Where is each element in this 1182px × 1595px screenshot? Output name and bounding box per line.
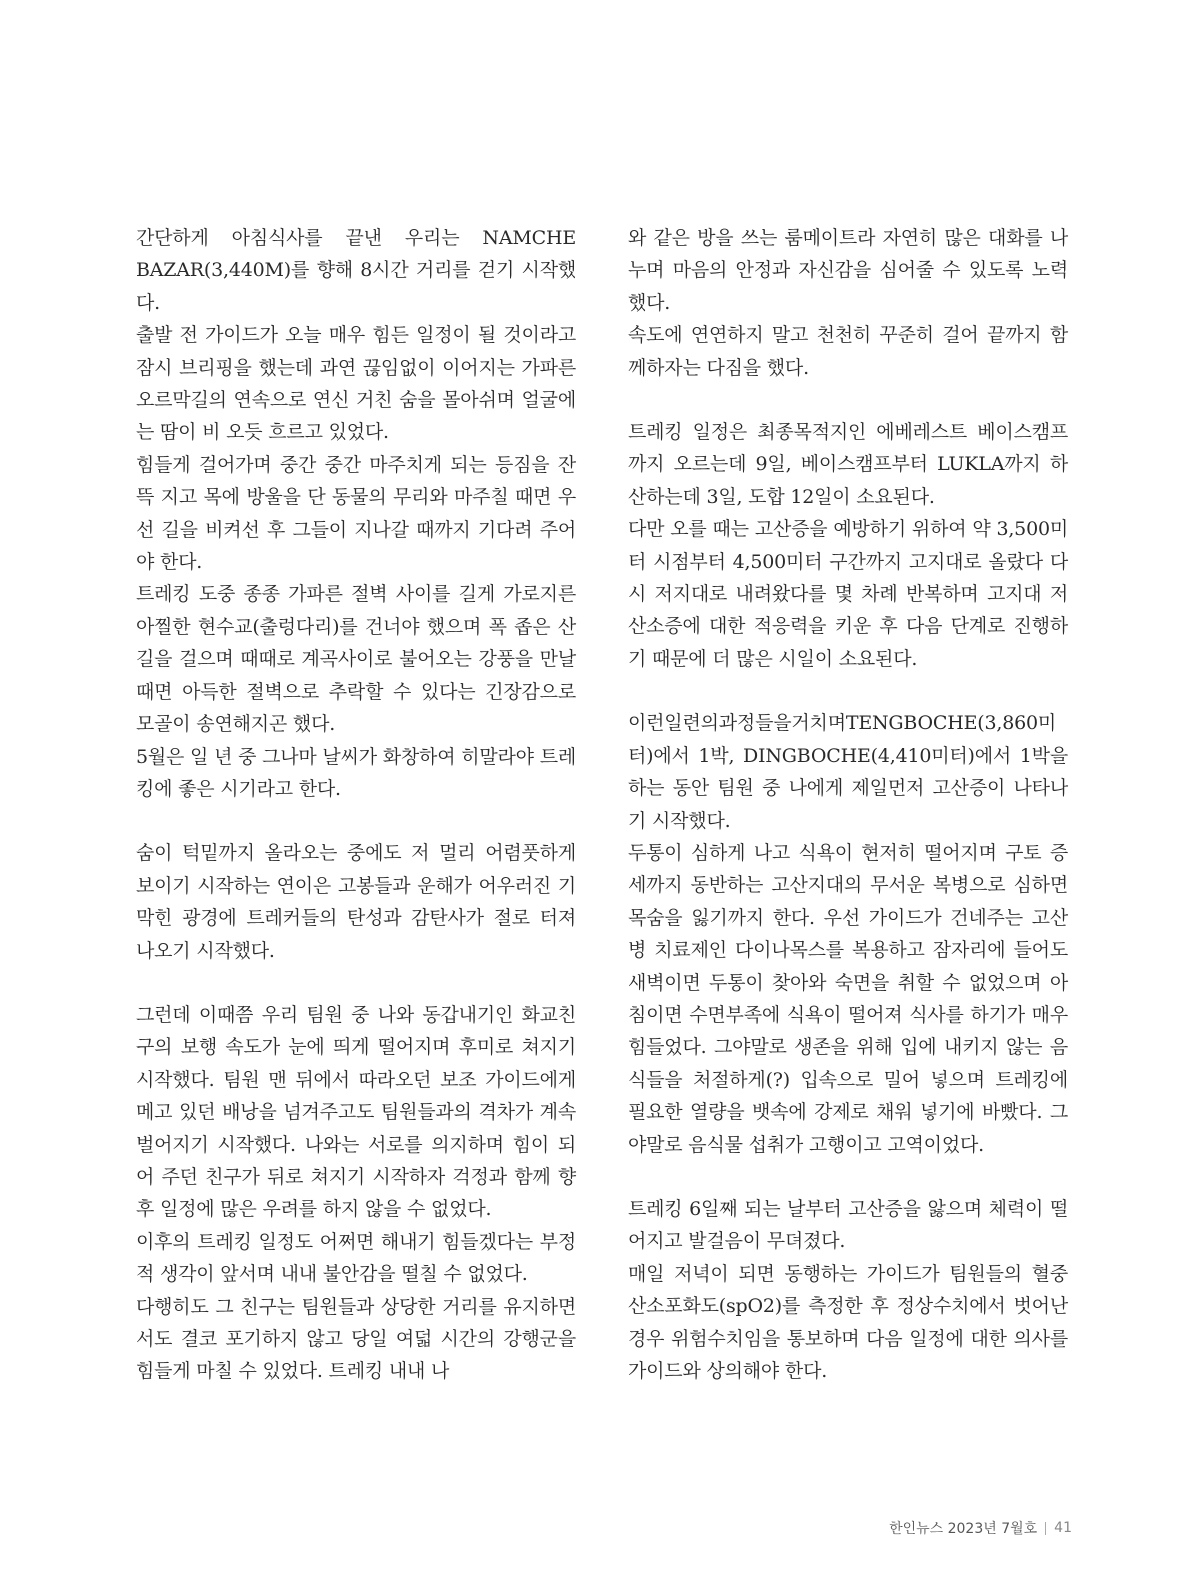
right-column <box>628 222 1068 1387</box>
paragraph-gap <box>628 1161 1068 1193</box>
paragraph-gap <box>628 675 1068 707</box>
page-number: 41 <box>1054 1520 1072 1536</box>
paragraph: 출발 전 가이드가 오늘 매우 힘든 일정이 될 것이라고 잠시 브리핑을 했는데 과연 끊임없이 이어지는 가파른 오르막길의 연속으로 연신 거친 숨을 몰아쉬며 얼굴에는 땀이 비 오듯 흐르고 있었다. <box>136 324 576 444</box>
paragraph: 그런데 이때쯤 우리 팀원 중 나와 동갑내기인 화교친구의 보행 속도가 눈에 띄게 떨어지며 후미로 쳐지기 시작했다. 팀원 맨 뒤에서 따라오던 보조 가이드에게 메고 있던 배낭을 넘겨주고도 팀원들과의 격차가 계속 벌어지기 시작했다. 나와는 서로를 의지하며 힘이 되어 주던 친구가 뒤로 쳐지기 시작하자 걱정과 함께 향후 일정에 많은 우려를 하지 않을 수 없었다. <box>136 1003 576 1221</box>
paragraph: 이후의 트레킹 일정도 어쩌면 해내기 힘들겠다는 부정적 생각이 앞서며 내내 불안감을 떨칠 수 없었다. <box>136 1230 576 1286</box>
footer-divider <box>1045 1522 1046 1535</box>
publication-name: 한인뉴스 2023년 7월호 <box>889 1521 1038 1537</box>
paragraph-gap <box>628 384 1068 416</box>
paragraph: 트레킹 일정은 최종목적지인 에베레스트 베이스캠프까지 오르는데 9일, 베이스캠프부터 LUKLA까지 하산하는데 3일, 도합 12일이 소요된다. <box>628 421 1068 508</box>
paragraph-gap <box>136 967 576 999</box>
paragraph: 힘들게 걸어가며 중간 중간 마주치게 되는 등짐을 잔뜩 지고 목에 방울을 단 동물의 무리와 마주칠 때면 우선 길을 비켜선 후 그들이 지나갈 때까지 기다려 주어야 한다. <box>136 453 576 574</box>
paragraph: 5월은 일 년 중 그나마 날씨가 화창하여 히말라야 트레킹에 좋은 시기라고 한다. <box>136 745 576 800</box>
paragraph: 와 같은 방을 쓰는 룸메이트라 자연히 많은 대화를 나누며 마음의 안정과 자신감을 심어줄 수 있도록 노력했다. <box>628 227 1068 314</box>
paragraph: 숨이 턱밑까지 올라오는 중에도 저 멀리 어렴풋하게 보이기 시작하는 연이은 고봉들과 운해가 어우러진 기막힌 광경에 트레커들의 탄성과 감탄사가 절로 터져 나오기 시작했다. <box>136 842 576 962</box>
paragraph-gap <box>136 805 576 837</box>
paragraph: 다행히도 그 친구는 팀원들과 상당한 거리를 유지하면서도 결코 포기하지 않고 당일 여덟 시간의 강행군을 힘들게 마칠 수 있었다. 트레킹 내내 나 <box>136 1295 576 1383</box>
paragraph: 속도에 연연하지 말고 천천히 꾸준히 걸어 끝까지 함께하자는 다짐을 했다. <box>628 324 1068 379</box>
paragraph: 다만 오를 때는 고산증을 예방하기 위하여 약 3,500미터 시점부터 4,500미터 구간까지 고지대로 올랐다 다시 저지대로 내려왔다를 몇 차례 반복하며 고지대 저산소증에 대한 적응력을 키운 후 다음 단계로 진행하기 때문에 더 많은 시일이 소요된다. <box>628 518 1068 670</box>
paragraph: 이런일련의과정들을거치며TENGBOCHE(3,860미터)에서 1박, DINGBOCHE(4,410미터)에서 1박을 하는 동안 팀원 중 나에게 제일먼저 고산증이 나타나기 시작했다. <box>628 712 1068 832</box>
left-column <box>136 222 576 1388</box>
paragraph: 간단하게 아침식사를 끝낸 우리는 NAMCHE BAZAR(3,440M)를 향해 8시간 거리를 걷기 시작했다. <box>136 227 576 314</box>
paragraph: 매일 저녁이 되면 동행하는 가이드가 팀원들의 혈중 산소포화도(spO2)를 측정한 후 정상수치에서 벗어난 경우 위험수치임을 통보하며 다음 일정에 대한 의사를 가이드와 상의해야 한다. <box>628 1262 1068 1382</box>
paragraph: 두통이 심하게 나고 식욕이 현저히 떨어지며 구토 증세까지 동반하는 고산지대의 무서운 복병으로 심하면 목숨을 잃기까지 한다. 우선 가이드가 건네주는 고산병 치료제인 다이나목스를 복용하고 잠자리에 들어도 새벽이면 두통이 찾아와 숙면을 취할 수 없었으며 아침이면 수면부족에 식욕이 떨어져 식사를 하기가 매우 힘들었다. 그야말로 생존을 위해 입에 내키지 않는 음식들을 처절하게(?) 입속으로 밀어 넣으며 트레킹에 필요한 열량을 뱃속에 강제로 채워 넣기에 바빴다. 그야말로 음식물 섭취가 고행이고 고역이었다. <box>628 841 1068 1156</box>
page-footer <box>889 1518 1072 1538</box>
paragraph: 트레킹 6일째 되는 날부터 고산증을 앓으며 체력이 떨어지고 발걸음이 무뎌졌다. <box>628 1197 1068 1253</box>
paragraph: 트레킹 도중 종종 가파른 절벽 사이를 길게 가로지른 아찔한 현수교(출렁다리)를 건너야 했으며 폭 좁은 산길을 걸으며 때때로 계곡사이로 불어오는 강풍을 만날 때면 아득한 절벽으로 추락할 수 있다는 긴장감으로 모골이 송연해지곤 했다. <box>136 583 576 736</box>
